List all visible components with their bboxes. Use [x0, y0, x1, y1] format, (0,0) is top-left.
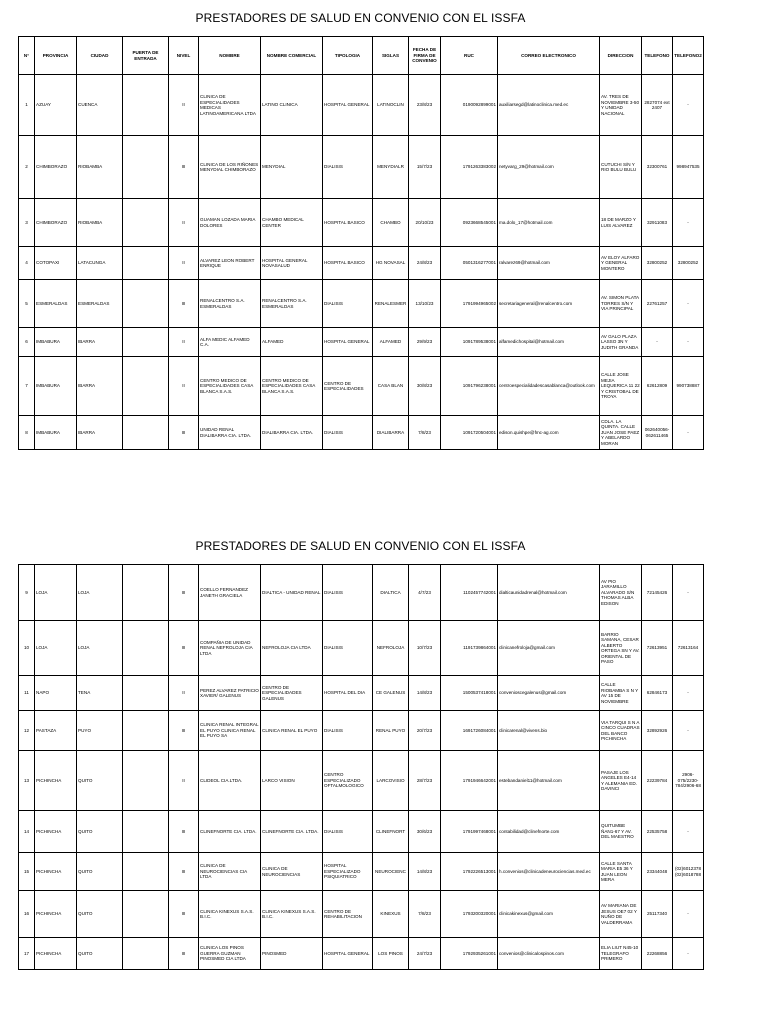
cell-province: AZUAY — [35, 75, 77, 136]
cell-level: III — [169, 136, 199, 199]
cell-entry-point — [123, 136, 169, 199]
cell-ruc: 0923668545001 — [441, 199, 498, 247]
cell-phone: 62846173 — [642, 676, 673, 711]
cell-trade-name: MENYDIAL — [261, 136, 323, 199]
cell-agreement-date: 20/7/23 — [409, 711, 441, 751]
cell-email: contabilidad@clinefnorte.com — [498, 811, 600, 853]
cell-agreement-date: 4/7/23 — [409, 565, 441, 621]
cell-row-number: 8 — [19, 416, 35, 450]
cell-typology: HOSPITAL GENERAL — [323, 328, 373, 357]
cell-agreement-date: 14/8/23 — [409, 676, 441, 711]
cell-province: PICHINCHA — [35, 811, 77, 853]
cell-phone: 72145426 — [642, 565, 673, 621]
cell-provider-name: COMPAÑIA DE UNIDAD RENAL NEFROLOJA CIA LTDA — [199, 621, 261, 676]
cell-phone2: 990738887 — [673, 357, 704, 416]
cell-ruc: 1191739864001 — [441, 621, 498, 676]
cell-ruc: 1091720504001 — [441, 416, 498, 450]
cell-ruc: 1791994965002 — [441, 280, 498, 328]
cell-entry-point — [123, 416, 169, 450]
header-city: CIUDAD — [77, 37, 123, 75]
cell-email: ma.dolo_17@hotmail.com — [498, 199, 600, 247]
cell-acronym: DIALIBARRA — [373, 416, 409, 450]
cell-city: QUITO — [77, 891, 123, 938]
cell-phone: 22535758 — [642, 811, 673, 853]
cell-acronym: MENYDIALR — [373, 136, 409, 199]
cell-level: III — [169, 811, 199, 853]
cell-province: LOJA — [35, 565, 77, 621]
header-ruc: RUC — [441, 37, 498, 75]
table-row — [19, 328, 704, 357]
cell-agreement-date: 29/9/23 — [409, 328, 441, 357]
cell-phone: 32892926 — [642, 711, 673, 751]
cell-phone2: 72613164 — [673, 621, 704, 676]
cell-city: RIOBAMBA — [77, 199, 123, 247]
cell-city: LATACUNGA — [77, 247, 123, 280]
cell-row-number: 1 — [19, 75, 35, 136]
cell-province: NAPO — [35, 676, 77, 711]
cell-city: CUENCA — [77, 75, 123, 136]
cell-ruc: 1793200320001 — [441, 891, 498, 938]
cell-ruc: 1792935261001 — [441, 938, 498, 970]
cell-provider-name: CLINICA KINEXUS S.A.S. B.I.C. — [199, 891, 261, 938]
cell-city: QUITO — [77, 751, 123, 811]
cell-row-number: 2 — [19, 136, 35, 199]
cell-entry-point — [123, 199, 169, 247]
cell-acronym: CLINEFNORT — [373, 811, 409, 853]
cell-province: PICHINCHA — [35, 891, 77, 938]
header-entry-point: PUERTA DE ENTRADA — [123, 37, 169, 75]
cell-trade-name: DIALTICA - UNIDAD RENAL — [261, 565, 323, 621]
cell-acronym: RENAL PUYO — [373, 711, 409, 751]
cell-province: CHIMBORAZO — [35, 199, 77, 247]
cell-address: QUITUMBE ÑAN1-67 Y AV. DEL MAESTRO — [600, 811, 642, 853]
cell-level: III — [169, 853, 199, 891]
cell-city: QUITO — [77, 938, 123, 970]
cell-acronym: LOS PINOS — [373, 938, 409, 970]
cell-phone: 72613951 — [642, 621, 673, 676]
page-title: PRESTADORES DE SALUD EN CONVENIO CON EL ISSFA — [195, 11, 526, 25]
cell-ruc: 1791997468001 — [441, 811, 498, 853]
cell-trade-name: CLINICA RENAL EL PUYO — [261, 711, 323, 751]
providers-table-2 — [18, 564, 704, 970]
cell-level: III — [169, 280, 199, 328]
cell-acronym: RENALESMER — [373, 280, 409, 328]
table-row — [19, 280, 704, 328]
cell-agreement-date: 23/8/23 — [409, 75, 441, 136]
cell-trade-name: RENALCENTRO S.A. ESMERALDAS — [261, 280, 323, 328]
cell-acronym: NEUROCIENC — [373, 853, 409, 891]
cell-trade-name: CLINICA DE NEUROCIENCIAS — [261, 853, 323, 891]
header-address: DIRECCION — [600, 37, 642, 75]
cell-agreement-date: 30/6/23 — [409, 811, 441, 853]
table-row — [19, 811, 704, 853]
cell-city: LOJA — [77, 621, 123, 676]
cell-level: III — [169, 621, 199, 676]
table-row — [19, 676, 704, 711]
cell-address: CDLA. LA QUINTA. CALLE JUAN JOSE PAEZ Y ABELARDO MORAN — [600, 416, 642, 450]
cell-phone: 25117340 — [642, 891, 673, 938]
cell-phone2: - — [673, 711, 704, 751]
cell-level: III — [169, 565, 199, 621]
cell-acronym: NEFROLOJA — [373, 621, 409, 676]
cell-provider-name: CENTRO MEDICO DE ESPECIALIDADES CASA BLANCA S.A.S. — [199, 357, 261, 416]
cell-level: III — [169, 891, 199, 938]
cell-phone2: - — [673, 938, 704, 970]
cell-city: LOJA — [77, 565, 123, 621]
cell-trade-name: ALFAMED — [261, 328, 323, 357]
table-row — [19, 136, 704, 199]
cell-ruc: 1691726084001 — [441, 711, 498, 751]
cell-trade-name: LARCO VISION — [261, 751, 323, 811]
cell-level: III — [169, 938, 199, 970]
header-agreement-date: FECHA DE FIRMA DE CONVENIO — [409, 37, 441, 75]
cell-city: QUITO — [77, 811, 123, 853]
cell-phone: 062640056-062611465 — [642, 416, 673, 450]
cell-agreement-date: 24/7/23 — [409, 938, 441, 970]
cell-trade-name: DIALIBARRA CIA. LTDA. — [261, 416, 323, 450]
cell-typology: DIALISIS — [323, 565, 373, 621]
cell-address: AV. SIMON PLATA TORRES S/N Y VIA PRINCIPAL — [600, 280, 642, 328]
cell-email: estebandaniel11@hotmail.com — [498, 751, 600, 811]
cell-typology: DIALISIS — [323, 136, 373, 199]
cell-entry-point — [123, 751, 169, 811]
cell-province: PASTAZA — [35, 711, 77, 751]
cell-phone2: - — [673, 811, 704, 853]
header-phone: TELEFONO — [642, 37, 673, 75]
cell-typology: CENTRO DE REHABILITACION — [323, 891, 373, 938]
cell-row-number: 16 — [19, 891, 35, 938]
cell-provider-name: PEREZ ALVAREZ PATRICIO XAVIER/ GALENUS — [199, 676, 261, 711]
cell-address: ELIA LIUT N45-10 TELEGRAFO PRIMERO — [600, 938, 642, 970]
cell-row-number: 9 — [19, 565, 35, 621]
header-acronym: SIGLAS — [373, 37, 409, 75]
cell-provider-name: GUAMAN LOZADA MARIA DOLORES — [199, 199, 261, 247]
cell-row-number: 6 — [19, 328, 35, 357]
cell-province: IMBABURA — [35, 328, 77, 357]
cell-acronym: ALFAMED — [373, 328, 409, 357]
cell-city: IBARRA — [77, 357, 123, 416]
cell-trade-name: LATINO CLINICA — [261, 75, 323, 136]
cell-provider-name: CLIDEOL CIA.LTDA. — [199, 751, 261, 811]
cell-entry-point — [123, 75, 169, 136]
cell-row-number: 12 — [19, 711, 35, 751]
cell-typology: HOSPITAL BASICO — [323, 199, 373, 247]
cell-email: secretariageneral@renalcentro.com — [498, 280, 600, 328]
cell-province: IMBABURA — [35, 416, 77, 450]
cell-email: convenioscegalenus@gmail.com — [498, 676, 600, 711]
cell-trade-name: CHAMBO MEDICAL CENTER — [261, 199, 323, 247]
cell-address: VIA TARQUI S N A CINCO CUADRAS DEL BANCO PICHINCHA — [600, 711, 642, 751]
cell-entry-point — [123, 357, 169, 416]
cell-trade-name: CENTRO MEDICO DE ESPECIALIDADES CASA BLANCA S.A.S. — [261, 357, 323, 416]
cell-row-number: 13 — [19, 751, 35, 811]
cell-phone: 32300761 — [642, 136, 673, 199]
providers-table-1 — [18, 36, 704, 450]
table-body-2 — [19, 565, 704, 970]
cell-phone: 62612809 — [642, 357, 673, 416]
cell-ruc: 1102457742001 — [441, 565, 498, 621]
header-email: CORREO ELECTRONICO — [498, 37, 600, 75]
cell-phone2: (02)6012378 (02)6018788 — [673, 853, 704, 891]
cell-level: III — [169, 416, 199, 450]
table-row — [19, 247, 704, 280]
cell-ruc: 1792226513001 — [441, 853, 498, 891]
cell-provider-name: UNIDAD RENAL DIALIBARRA CIA. LTDA. — [199, 416, 261, 450]
cell-level: II — [169, 357, 199, 416]
cell-entry-point — [123, 565, 169, 621]
cell-phone2: 2906-075/2230-784/2906-68 — [673, 751, 704, 811]
cell-phone2: - — [673, 891, 704, 938]
cell-typology: HOSPITAL GENERAL — [323, 75, 373, 136]
cell-province: IMBABURA — [35, 357, 77, 416]
cell-address: 18 DE MARZO Y LUIS ALVAREZ — [600, 199, 642, 247]
cell-trade-name: HOSPITAL GENERAL NOVASALUD — [261, 247, 323, 280]
cell-email: clinicanefroloja@gmail.com — [498, 621, 600, 676]
header-row-number: N° — [19, 37, 35, 75]
cell-typology: DIALISIS — [323, 811, 373, 853]
cell-province: LOJA — [35, 621, 77, 676]
cell-acronym: CE GALENUS — [373, 676, 409, 711]
cell-level: II — [169, 328, 199, 357]
cell-level: III — [169, 711, 199, 751]
cell-typology: DIALISIS — [323, 280, 373, 328]
cell-address: CALLE JOSE MEJIA LEQUERICA 11 22 Y CRISTOBAL DE TROYA — [600, 357, 642, 416]
cell-phone: 22268856 — [642, 938, 673, 970]
table-row — [19, 853, 704, 891]
cell-phone2: 998947535 — [673, 136, 704, 199]
page-title: PRESTADORES DE SALUD EN CONVENIO CON EL ISSFA — [195, 539, 526, 553]
cell-phone2: - — [673, 75, 704, 136]
cell-trade-name: CENTRO DE ESPECIALIDADES GALENUS — [261, 676, 323, 711]
cell-row-number: 10 — [19, 621, 35, 676]
cell-phone: 22761257 — [642, 280, 673, 328]
cell-provider-name: CLINICA DE ESPECIALIDADES MEDICAS LATINOAMERICANA LTDA — [199, 75, 261, 136]
cell-email: clinicakinexus@gmail.com — [498, 891, 600, 938]
cell-phone2: - — [673, 565, 704, 621]
cell-row-number: 3 — [19, 199, 35, 247]
cell-phone2: - — [673, 416, 704, 450]
cell-ruc: 1791946642001 — [441, 751, 498, 811]
cell-email: centroespecialidadescasablanca@outlook.com — [498, 357, 600, 416]
cell-level: II — [169, 199, 199, 247]
cell-city: TENA — [77, 676, 123, 711]
cell-city: RIOBAMBA — [77, 136, 123, 199]
table-row — [19, 565, 704, 621]
cell-typology: HOSPITAL GENERAL — [323, 938, 373, 970]
cell-trade-name: PINOSMED — [261, 938, 323, 970]
cell-entry-point — [123, 853, 169, 891]
cell-ruc: 0501316277001 — [441, 247, 498, 280]
cell-typology: DIALISIS — [323, 621, 373, 676]
cell-email: ralvarez69@hotmail.com — [498, 247, 600, 280]
cell-phone: 22239784 — [642, 751, 673, 811]
header-level: NIVEL — [169, 37, 199, 75]
cell-address: CUTUCHI S/N Y RIO BULU BULU — [600, 136, 642, 199]
cell-province: ESMERALDAS — [35, 280, 77, 328]
cell-provider-name: ALVAREZ LEON ROBERT ENRIQUE — [199, 247, 261, 280]
cell-row-number: 14 — [19, 811, 35, 853]
cell-trade-name: NEFROLOJA CIA LTDA — [261, 621, 323, 676]
cell-level: II — [169, 751, 199, 811]
table-row — [19, 357, 704, 416]
cell-typology: HOSPITAL BASICO — [323, 247, 373, 280]
cell-trade-name: CLINEFNORTE CIA. LTDA. — [261, 811, 323, 853]
cell-agreement-date: 15/7/23 — [409, 136, 441, 199]
cell-address: AV GALO PLAZA LASSO 3N Y JUDITH GRANDA — [600, 328, 642, 357]
cell-acronym: CASA BLAN — [373, 357, 409, 416]
cell-agreement-date: 30/8/23 — [409, 357, 441, 416]
cell-phone: 2827074 ext 2407 — [642, 75, 673, 136]
cell-typology: HOSPITAL DEL DIA — [323, 676, 373, 711]
cell-entry-point — [123, 247, 169, 280]
cell-phone2: 32800252 — [673, 247, 704, 280]
table-row — [19, 416, 704, 450]
cell-province: PICHINCHA — [35, 853, 77, 891]
page-section-2 — [18, 528, 703, 970]
cell-entry-point — [123, 811, 169, 853]
cell-province: PICHINCHA — [35, 751, 77, 811]
cell-provider-name: RENALCENTRO S.A. ESMERALDAS — [199, 280, 261, 328]
cell-email: netyvarg_29@hotmail.com — [498, 136, 600, 199]
header-province: PROVINCIA — [35, 37, 77, 75]
cell-provider-name: CLINEFNORTE CIA. LTDA. — [199, 811, 261, 853]
cell-address: AV ELOY ALFARO Y GENERAL MONTERO — [600, 247, 642, 280]
cell-email: h.convenios@clinicadeneurociencias.med.ec — [498, 853, 600, 891]
cell-level: II — [169, 75, 199, 136]
cell-agreement-date: 13/10/23 — [409, 280, 441, 328]
table-row — [19, 938, 704, 970]
cell-agreement-date: 7/8/23 — [409, 416, 441, 450]
table-row — [19, 199, 704, 247]
cell-entry-point — [123, 280, 169, 328]
cell-phone2: - — [673, 676, 704, 711]
table-body-1 — [19, 75, 704, 450]
cell-agreement-date: 24/8/23 — [409, 247, 441, 280]
header-trade-name: NOMBRE COMERCIAL — [261, 37, 323, 75]
cell-email: edison.quishpe@fmc-ag.com — [498, 416, 600, 450]
cell-acronym: HG NOVASAL — [373, 247, 409, 280]
cell-acronym: CHAMBO — [373, 199, 409, 247]
cell-city: IBARRA — [77, 416, 123, 450]
cell-ruc: 0190092899001 — [441, 75, 498, 136]
cell-address: CALLE SANTA MARIA E5 36 Y JUAN LEON MERA — [600, 853, 642, 891]
cell-city: PUYO — [77, 711, 123, 751]
cell-acronym: KINEXUS — [373, 891, 409, 938]
cell-acronym: LATINOCLIN — [373, 75, 409, 136]
cell-phone: 32911083 — [642, 199, 673, 247]
cell-address: BARRIO SAMANA, CESAR ALBERTO ORTEGA SN Y AV. ORIENTAL DE PASO — [600, 621, 642, 676]
cell-email: dialticaunidadrenal@hotmail.com — [498, 565, 600, 621]
header-typology: TIPOLOGIA — [323, 37, 373, 75]
cell-row-number: 17 — [19, 938, 35, 970]
cell-row-number: 11 — [19, 676, 35, 711]
cell-typology: DIALISIS — [323, 416, 373, 450]
cell-typology: CENTRO DE ESPECIALIDADES — [323, 357, 373, 416]
cell-typology: HOSPITAL ESPECIALIZADO PSIQUIATRICO — [323, 853, 373, 891]
cell-typology: CENTRO ESPECIALIZADO OFTALMOLOGICO — [323, 751, 373, 811]
cell-phone: - — [642, 328, 673, 357]
cell-province: COTOPAXI — [35, 247, 77, 280]
cell-ruc: 1791263383002 — [441, 136, 498, 199]
table-row — [19, 75, 704, 136]
cell-phone2: - — [673, 328, 704, 357]
table-row — [19, 891, 704, 938]
table-row — [19, 621, 704, 676]
cell-email: clinicarenal@vivens.bio — [498, 711, 600, 751]
cell-provider-name: CLINICA DE NEUROCIENCIAS CIA LTDA — [199, 853, 261, 891]
table-row — [19, 751, 704, 811]
cell-entry-point — [123, 621, 169, 676]
cell-address: PASAJE LOS ANGELES E4-14 Y ALEMANIA ED. DAVINCI — [600, 751, 642, 811]
cell-provider-name: CLINICA RENAL INTEGRAL EL PUYO CLINICA RENAL EL PUYO SA — [199, 711, 261, 751]
cell-level: II — [169, 676, 199, 711]
cell-provider-name: CLINICA DE LOS RIÑONES MENYDIAL CHIMBORAZO — [199, 136, 261, 199]
cell-acronym: LARCOVISIO — [373, 751, 409, 811]
cell-entry-point — [123, 891, 169, 938]
cell-row-number: 7 — [19, 357, 35, 416]
cell-phone2: - — [673, 280, 704, 328]
cell-row-number: 4 — [19, 247, 35, 280]
cell-province: PICHINCHA — [35, 938, 77, 970]
cell-agreement-date: 7/8/23 — [409, 891, 441, 938]
cell-city: IBARRA — [77, 328, 123, 357]
cell-city: ESMERALDAS — [77, 280, 123, 328]
cell-email: alfamedichospital@hotmail.com — [498, 328, 600, 357]
cell-city: QUITO — [77, 853, 123, 891]
cell-address: AV MARIANA DE JESUS OE7 02 Y NUÑO DE VALDERRAMA — [600, 891, 642, 938]
cell-agreement-date: 28/7/23 — [409, 751, 441, 811]
cell-entry-point — [123, 938, 169, 970]
cell-entry-point — [123, 676, 169, 711]
cell-address: AV PIO JARAMILLO ALVARADO S/N THOMAS ALBA EDISON — [600, 565, 642, 621]
cell-provider-name: ALFA MEDIC ALFAMED C.A. — [199, 328, 261, 357]
cell-phone: 23344048 — [642, 853, 673, 891]
cell-ruc: 1091796238001 — [441, 357, 498, 416]
cell-entry-point — [123, 328, 169, 357]
header-phone2: TELEFONO2 — [673, 37, 704, 75]
page-section-1 — [18, 0, 703, 450]
cell-provider-name: CLINICA LOS PINOS GUERRA GUZMAN PINOSMED CIA LTDA — [199, 938, 261, 970]
cell-entry-point — [123, 711, 169, 751]
cell-agreement-date: 20/10/23 — [409, 199, 441, 247]
cell-trade-name: CLINICA KINEXUS S.A.S. B.I.C. — [261, 891, 323, 938]
cell-agreement-date: 14/8/23 — [409, 853, 441, 891]
cell-province: CHIMBORAZO — [35, 136, 77, 199]
cell-email: auxiliarsegd@latinoclinica.med.ec — [498, 75, 600, 136]
cell-phone: 32800252 — [642, 247, 673, 280]
cell-row-number: 5 — [19, 280, 35, 328]
table-row — [19, 711, 704, 751]
table-header-row — [19, 37, 704, 75]
header-provider-name: NOMBRE — [199, 37, 261, 75]
cell-ruc: 1091789538001 — [441, 328, 498, 357]
cell-address: CALLE RIOBAMBA S N Y AV 15 DE NOVIEMBRE — [600, 676, 642, 711]
cell-provider-name: COELLO FERNANDEZ JANETH GRACIELA — [199, 565, 261, 621]
cell-row-number: 15 — [19, 853, 35, 891]
cell-address: AV. TRES DE NOVIEMBRE 3-50 Y UNIDAD NACIONAL — [600, 75, 642, 136]
cell-agreement-date: 10/7/23 — [409, 621, 441, 676]
cell-typology: DIALISIS — [323, 711, 373, 751]
cell-acronym: DIALTICA — [373, 565, 409, 621]
cell-phone2: - — [673, 199, 704, 247]
cell-ruc: 1500537418001 — [441, 676, 498, 711]
cell-level: II — [169, 247, 199, 280]
cell-email: convenios@clinicalospinos.com — [498, 938, 600, 970]
